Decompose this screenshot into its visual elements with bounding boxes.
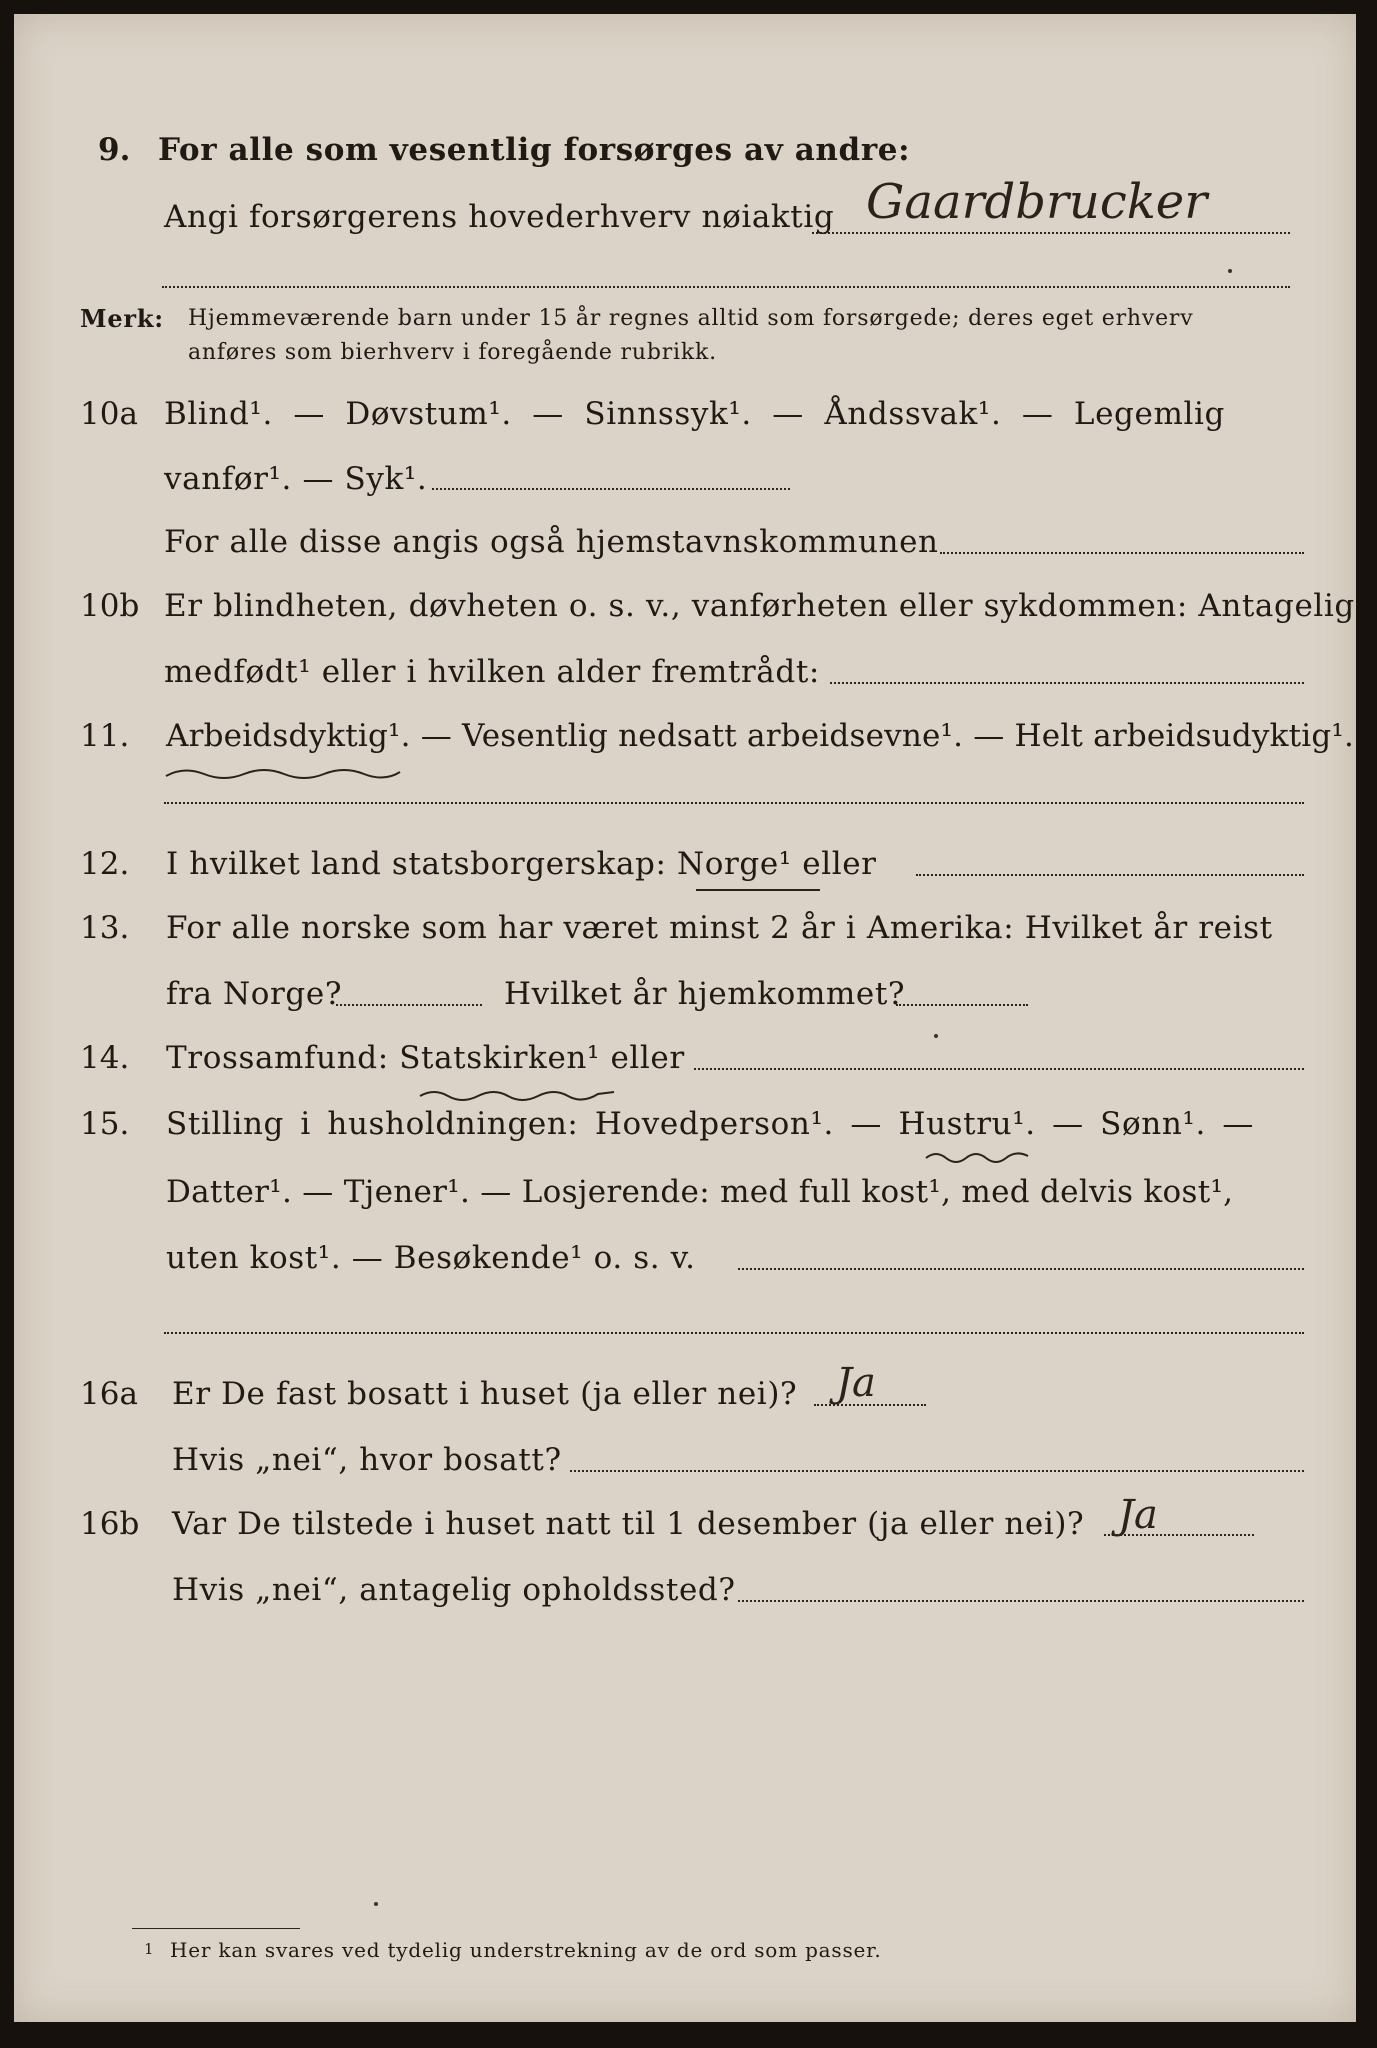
answer-line-10a-1 (432, 488, 790, 490)
answer-line-11 (164, 802, 1304, 804)
question-10b-line1: Er blindheten, døvheten o. s. v., vanførheten eller sykdommen: Antagelig (164, 588, 1355, 624)
answer-line-15 (738, 1268, 1304, 1270)
underline-statskirken (418, 1084, 618, 1104)
answer-16a-handwriting[interactable]: Ja (836, 1360, 876, 1406)
question-15-line3: uten kost¹. — Besøkende¹ o. s. v. (166, 1240, 696, 1276)
question-10a-line1: Blind¹. — Døvstum¹. — Sinnssyk¹. — Åndssvak¹. — Legemlig (164, 396, 1225, 432)
question-16a-number: 16a (80, 1376, 138, 1412)
answer-line-9b (162, 286, 1290, 288)
stray-mark (1228, 269, 1232, 273)
answer-line-9 (812, 232, 1290, 234)
question-10b-line2: medfødt¹ eller i hvilken alder fremtrådt: (164, 654, 820, 690)
question-9-line1: For alle som vesentlig forsørges av andre: (158, 132, 911, 168)
answer-line-13b (896, 1004, 1028, 1006)
question-16b-line2: Hvis „nei“, antagelig opholdssted? (172, 1572, 736, 1608)
footnote-rule (132, 1928, 300, 1929)
merk-label: Merk: (80, 304, 164, 333)
answer-9-handwriting[interactable]: Gaardbrucker (866, 174, 1208, 230)
answer-16b-handwriting[interactable]: Ja (1118, 1492, 1158, 1538)
answer-line-10b (830, 682, 1304, 684)
underline-arbeidsdyktig (164, 762, 404, 784)
answer-line-16b-2 (738, 1600, 1304, 1602)
question-10a-line2: vanfør¹. — Syk¹. (164, 461, 428, 497)
underline-hustru (924, 1148, 1034, 1166)
question-12-number: 12. (80, 846, 130, 882)
question-13-number: 13. (80, 910, 130, 946)
question-14-line1: Trossamfund: Statskirken¹ eller (166, 1040, 685, 1076)
question-13-line1: For alle norske som har været minst 2 år i Amerika: Hvilket år reist (166, 910, 1273, 946)
question-15-line2: Datter¹. — Tjener¹. — Losjerende: med full kost¹, med delvis kost¹, (166, 1174, 1234, 1210)
footnote-marker: 1 (144, 1940, 154, 1958)
question-10a-line3: For alle disse angis også hjemstavnskommunen (164, 524, 939, 560)
census-form-page (14, 14, 1356, 2022)
answer-line-10a-2 (940, 552, 1304, 554)
question-13-line2b: Hvilket år hjemkommet? (504, 976, 906, 1012)
question-11-number: 11. (80, 718, 130, 754)
question-10b-number: 10b (80, 588, 140, 624)
footnote-text: Her kan svares ved tydelig understrekning av de ord som passer. (170, 1938, 882, 1962)
answer-line-14 (694, 1068, 1304, 1070)
question-16b-line1: Var De tilstede i huset natt til 1 desember (ja eller nei)? (172, 1506, 1085, 1542)
question-12-line1: I hvilket land statsborgerskap: Norge¹ eller (166, 846, 877, 882)
answer-line-15b (164, 1332, 1304, 1334)
question-9-line2: Angi forsørgerens hovederhverv nøiaktig (164, 199, 835, 235)
question-16b-number: 16b (80, 1506, 140, 1542)
answer-line-12 (916, 874, 1304, 876)
stray-mark (934, 1034, 938, 1038)
question-11-line1: Arbeidsdyktig¹. — Vesentlig nedsatt arbeidsevne¹. — Helt arbeidsudyktig¹. (166, 718, 1355, 754)
question-10a-number: 10a (80, 396, 138, 432)
question-16a-line2: Hvis „nei“, hvor bosatt? (172, 1442, 562, 1478)
question-13-line2a: fra Norge? (166, 976, 343, 1012)
answer-line-13a (336, 1004, 482, 1006)
underline-norge (694, 886, 824, 894)
question-14-number: 14. (80, 1040, 130, 1076)
answer-line-16a-2 (570, 1470, 1304, 1472)
merk-line2: anføres som bierhverv i foregående rubrikk. (188, 340, 717, 365)
question-9-number: 9. (98, 132, 131, 168)
question-15-line1: Stilling i husholdningen: Hovedperson¹. — Hustru¹. — Sønn¹. — (166, 1106, 1254, 1142)
question-15-number: 15. (80, 1106, 130, 1142)
stray-mark (374, 1902, 378, 1906)
merk-line1: Hjemmeværende barn under 15 år regnes alltid som forsørgede; deres eget erhverv (188, 306, 1194, 331)
question-16a-line1: Er De fast bosatt i huset (ja eller nei)? (172, 1376, 798, 1412)
